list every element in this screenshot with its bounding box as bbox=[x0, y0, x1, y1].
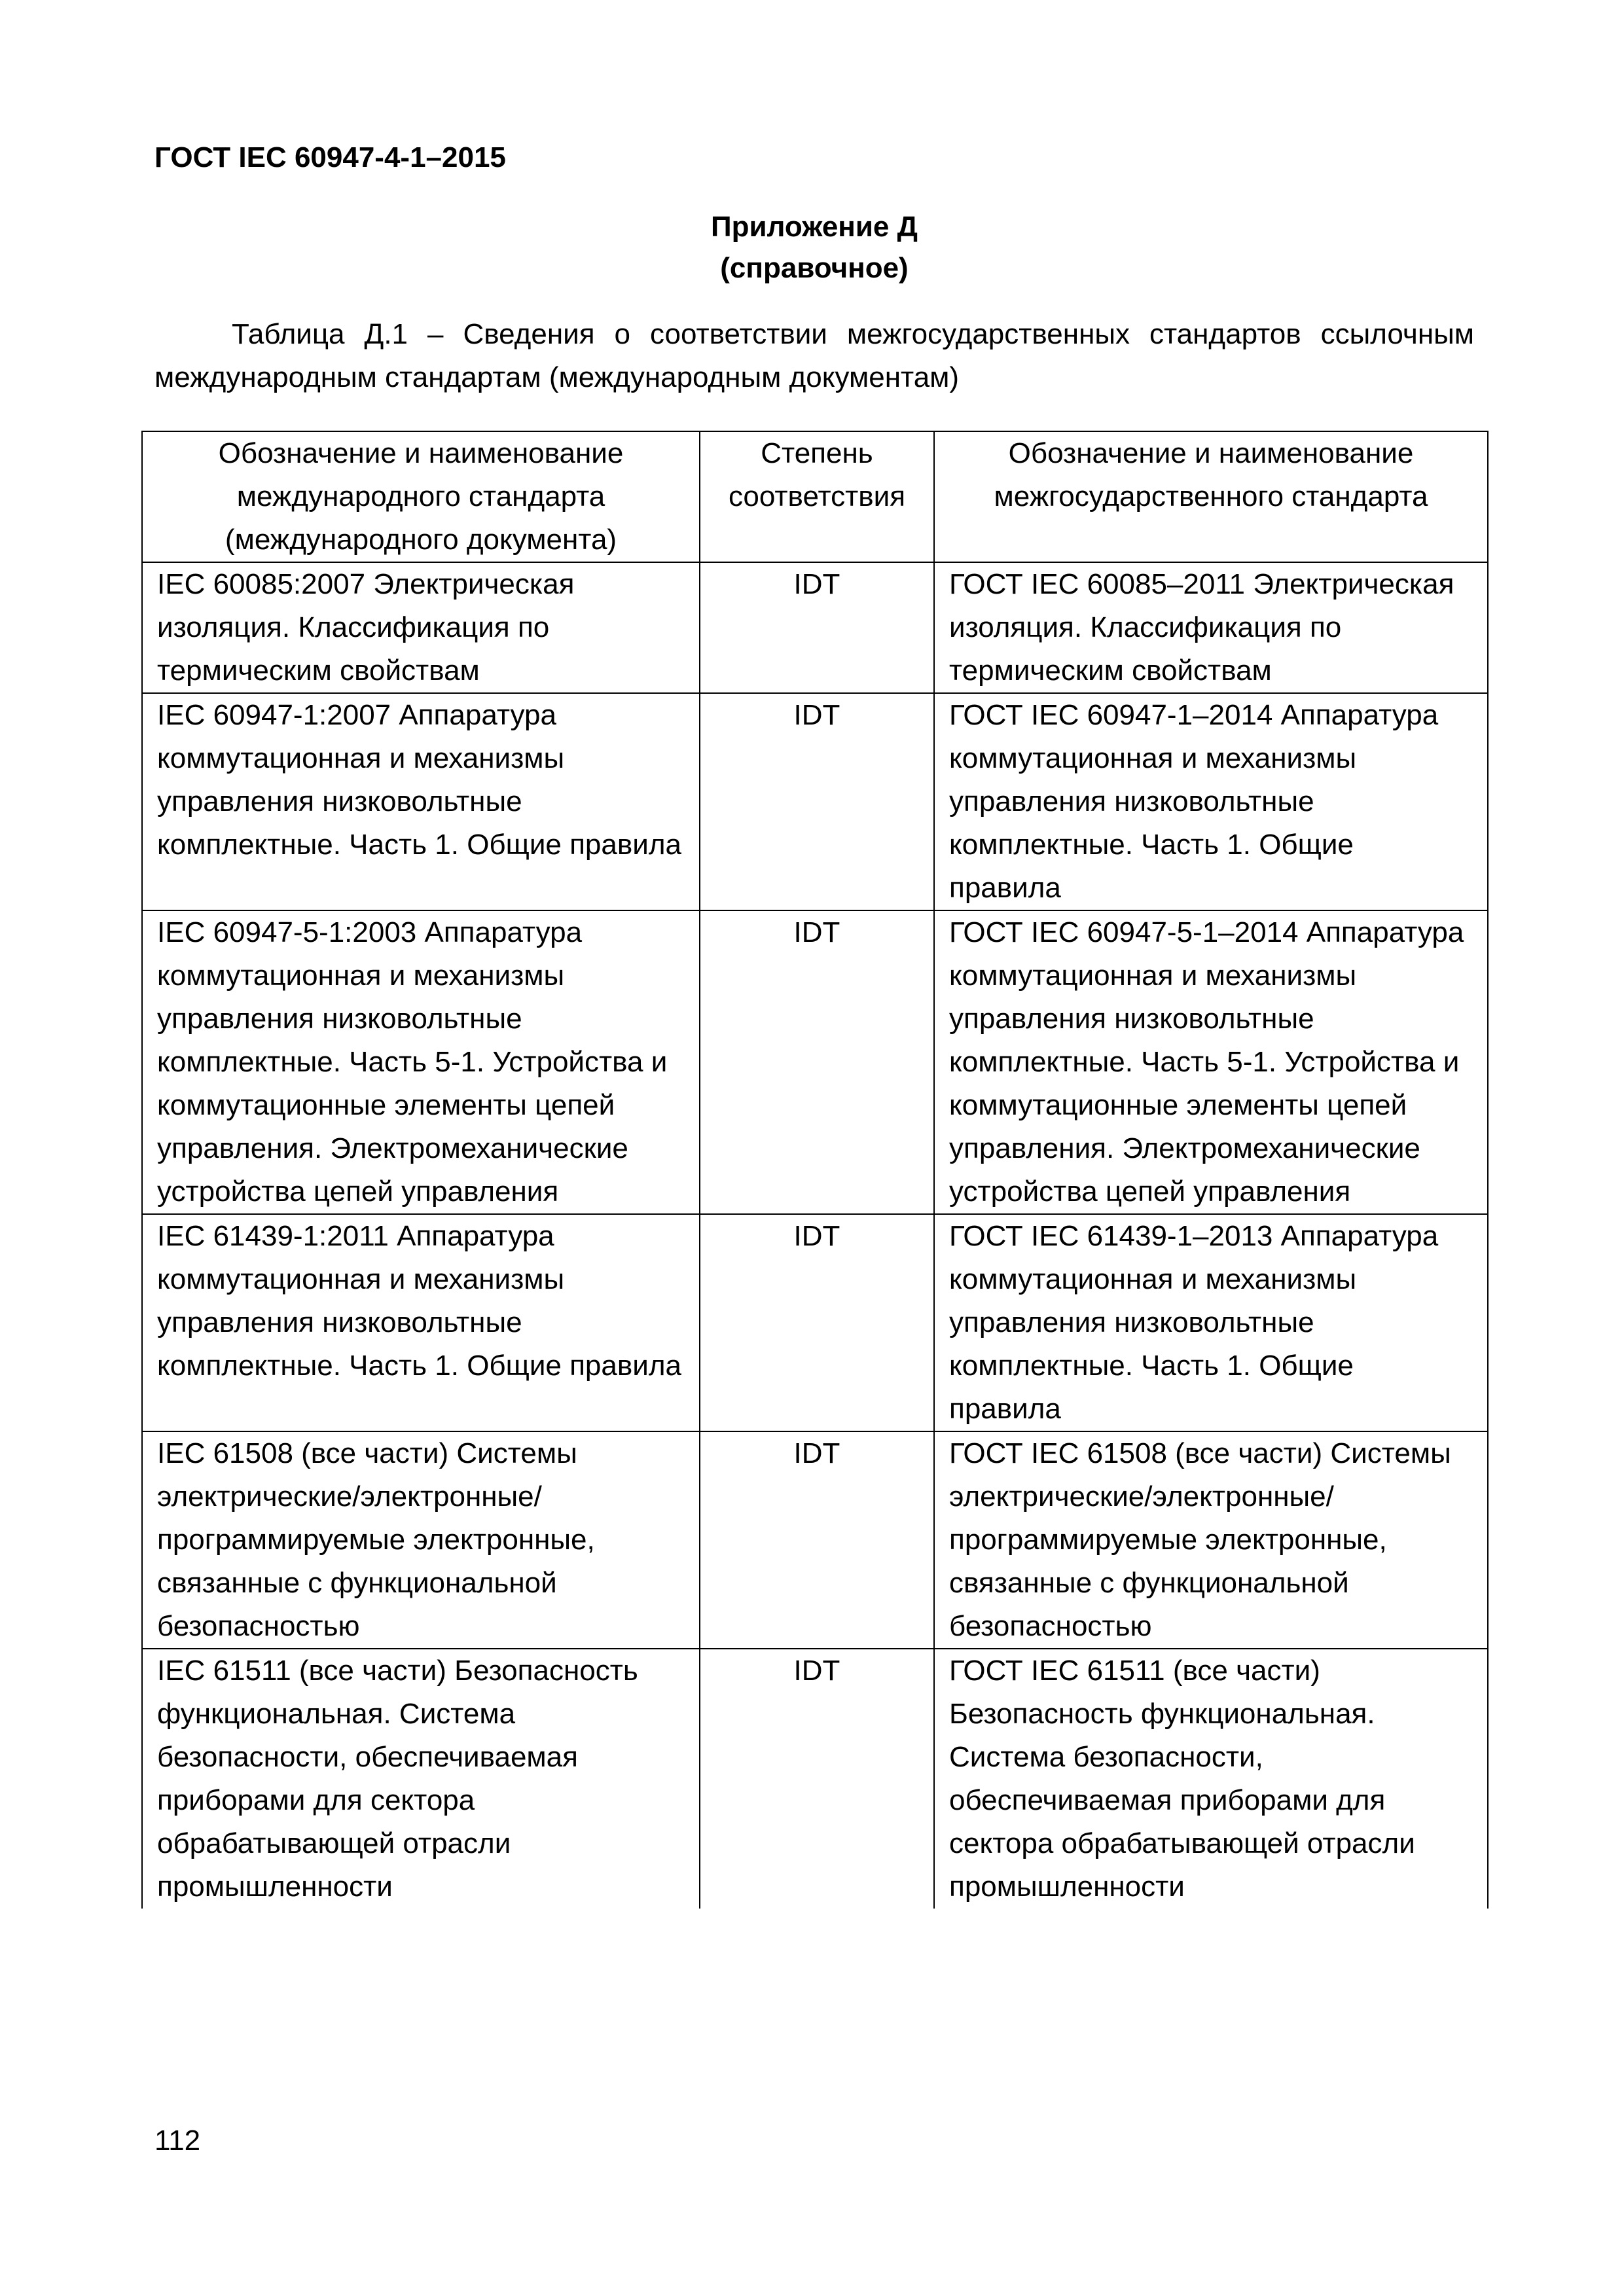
cell-interstate-standard: ГОСТ IEC 61439-1–2013 Аппаратура коммутационная и механизмы управления низковольтные комплектные. Часть 1. Общие правила bbox=[934, 1214, 1488, 1431]
cell-international-standard: IEC 60947-5-1:2003 Аппаратура коммутационная и механизмы управления низковольтные комплектные. Часть 5-1. Устройства и коммутационные элементы цепей управления. Электромеханические устройства цепей управления bbox=[142, 910, 700, 1214]
cell-international-standard: IEC 61439-1:2011 Аппаратура коммутационная и механизмы управления низковольтные комплектные. Часть 1. Общие правила bbox=[142, 1214, 700, 1431]
cell-degree: IDT bbox=[700, 1649, 934, 1909]
cell-interstate-standard: ГОСТ IEC 61508 (все части) Системы электрические/электронные/программируемые электронные, связанные с функциональной безопасностью bbox=[934, 1431, 1488, 1649]
table-header-row bbox=[142, 431, 1488, 562]
cell-degree: IDT bbox=[700, 910, 934, 1214]
table-row bbox=[142, 693, 1488, 910]
cell-interstate-standard: ГОСТ IEC 61511 (все части) Безопасность функциональная. Система безопасности, обеспечиваемая приборами для сектора обрабатывающей отрасли промышленности bbox=[934, 1649, 1488, 1909]
cell-interstate-standard: ГОСТ IEC 60085–2011 Электрическая изоляция. Классификация по термическим свойствам bbox=[934, 562, 1488, 693]
correspondence-table bbox=[141, 431, 1489, 1909]
cell-degree: IDT bbox=[700, 562, 934, 693]
annex-title: Приложение Д bbox=[711, 211, 918, 243]
cell-degree: IDT bbox=[700, 1431, 934, 1649]
header-degree-of-correspondence: Степень соответствия bbox=[700, 431, 934, 562]
table-row bbox=[142, 910, 1488, 1214]
annex-heading bbox=[154, 206, 1474, 289]
cell-interstate-standard: ГОСТ IEC 60947-5-1–2014 Аппаратура коммутационная и механизмы управления низковольтные комплектные. Часть 5-1. Устройства и коммутационные элементы цепей управления. Электромеханические устройства цепей управления bbox=[934, 910, 1488, 1214]
document-header: ГОСТ IEC 60947-4-1–2015 bbox=[154, 141, 506, 173]
table-row bbox=[142, 1649, 1488, 1909]
table-row bbox=[142, 562, 1488, 693]
table-row bbox=[142, 1214, 1488, 1431]
table-caption: Таблица Д.1 – Сведения о соответствии межгосударственных стандартов ссылочным международным стандартам (международным документам) bbox=[154, 318, 1474, 393]
cell-international-standard: IEC 60085:2007 Электрическая изоляция. Классификация по термическим свойствам bbox=[142, 562, 700, 693]
annex-subtitle: (справочное) bbox=[720, 252, 909, 284]
header-interstate-standard: Обозначение и наименование межгосударственного стандарта bbox=[934, 431, 1488, 562]
cell-international-standard: IEC 60947-1:2007 Аппаратура коммутационная и механизмы управления низковольтные комплектные. Часть 1. Общие правила bbox=[142, 693, 700, 910]
cell-degree: IDT bbox=[700, 693, 934, 910]
table-row bbox=[142, 1431, 1488, 1649]
cell-international-standard: IEC 61508 (все части) Системы электрические/электронные/программируемые электронные, связанные с функциональной безопасностью bbox=[142, 1431, 700, 1649]
header-international-standard: Обозначение и наименование международного стандарта (международного документа) bbox=[142, 431, 700, 562]
cell-degree: IDT bbox=[700, 1214, 934, 1431]
cell-international-standard: IEC 61511 (все части) Безопасность функциональная. Система безопасности, обеспечиваемая приборами для сектора обрабатывающей отрасли промышленности bbox=[142, 1649, 700, 1909]
cell-interstate-standard: ГОСТ IEC 60947-1–2014 Аппаратура коммутационная и механизмы управления низковольтные комплектные. Часть 1. Общие правила bbox=[934, 693, 1488, 910]
page-number: 112 bbox=[154, 2125, 201, 2157]
